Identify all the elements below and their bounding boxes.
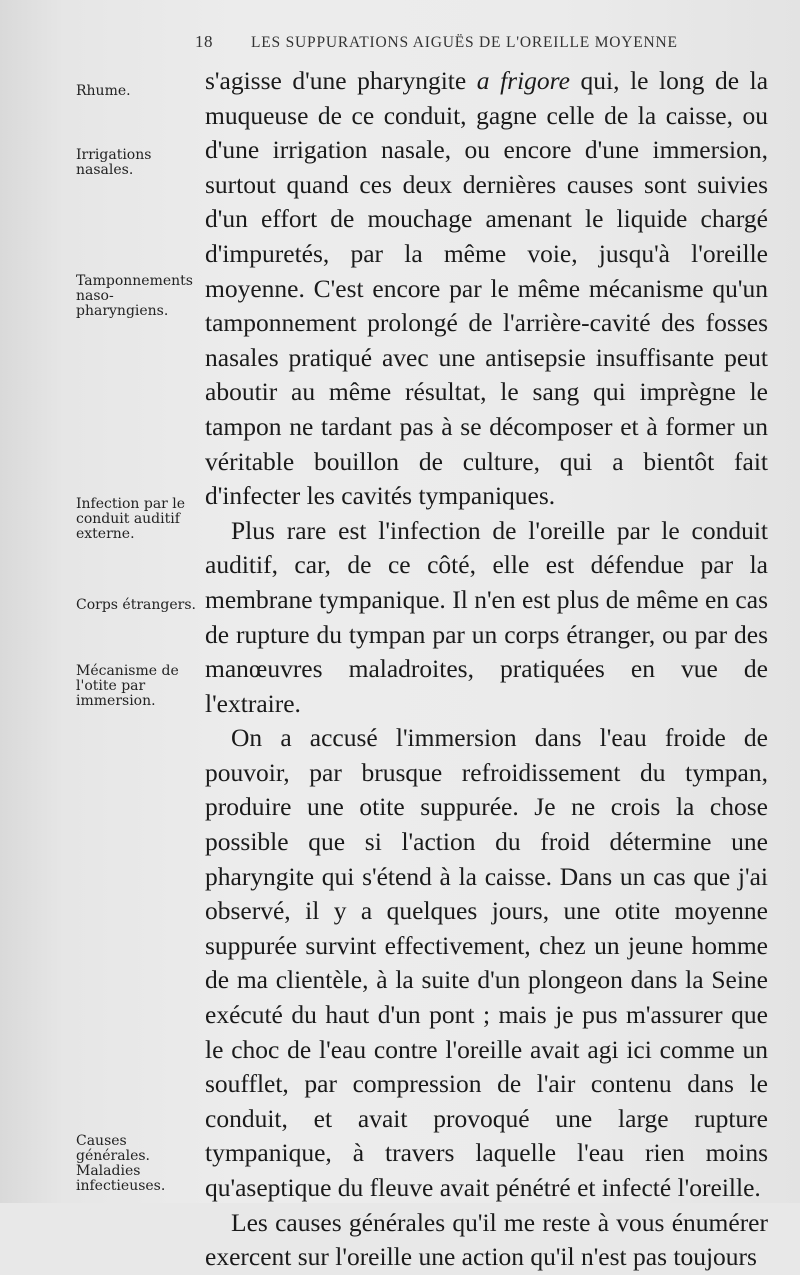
page-number: 18 xyxy=(195,32,213,51)
body-text xyxy=(205,64,768,1275)
margin-note-causes-generales: Causes générales. Maladies infectieuses. xyxy=(76,1133,166,1194)
margin-note-infection-conduit: Infection par le conduit auditif externe. xyxy=(76,496,186,542)
margin-note-corps-etrangers: Corps étrangers. xyxy=(76,597,196,613)
margin-note-tamponnements: Tamponnements naso-pharyngiens. xyxy=(76,273,193,319)
paragraph: s'agisse d'une pharyngite a frigore qui, le long de la muqueuse de ce conduit, gagne celle de la caisse, ou d'une irrigation nasale, ou encore d'une immersion, surtout quand ces deux dernières causes sont suivies d'un effort de mouchage amenant le liquide chargé d'impuretés, par la même voie, jusqu'à l'oreille moyenne. C'est encore par le même mécanisme qu'un tamponnement prolongé de l'arrière-cavité des fosses nasales pratiqué avec une antisepsie insuffisante peut aboutir au même résultat, le sang qui imprègne le tampon ne tardant pas à se décomposer et à former un véritable bouillon de culture, qui a bientôt fait d'infecter les cavités tympaniques. xyxy=(205,66,769,511)
paragraph: Plus rare est l'infection de l'oreille par le conduit auditif, car, de ce côté, elle est défendue par la membrane tympanique. Il n'en est plus de même en cas de rupture du tympan par un corps étranger, ou par des manœuvres maladroites, pratiquées en vue de l'extraire. xyxy=(205,515,768,718)
paragraph: On a accusé l'immersion dans l'eau froide de pouvoir, par brusque refroidissement du tympan, produire une otite suppurée. Je ne crois la chose possible que si l'action du froid détermine une pharyngite qui s'étend à la caisse. Dans un cas que j'ai observé, il y a quelques jours, une otite moyenne suppurée survint effectivement, chez un jeune homme de ma clientèle, à la suite d'un plongeon dans la Seine exécuté du haut d'un pont ; mais je pus m'assurer que le choc de l'eau contre l'oreille avait agi ici comme un soufflet, par compression de l'air contenu dans le conduit, et avait provoqué une large rupture tympanique, à travers laquelle l'eau rien moins qu'aseptique du fleuve avait pénétré et infecté l'oreille. xyxy=(205,723,768,1202)
margin-note-irrigations: Irrigations nasales. xyxy=(76,147,152,178)
margin-note-immersion: Mécanisme de l'otite par immersion. xyxy=(76,663,179,709)
running-title: LES SUPPURATIONS AIGUËS DE L'OREILLE MOYENNE xyxy=(251,34,678,51)
paragraph: Les causes générales qu'il me reste à vous énumérer exercent sur l'oreille une action qu'il n'est pas toujours xyxy=(205,1207,768,1272)
latin-phrase: a frigore xyxy=(476,66,570,95)
margin-note-rhume: Rhume. xyxy=(76,83,131,99)
page-header xyxy=(195,32,755,52)
